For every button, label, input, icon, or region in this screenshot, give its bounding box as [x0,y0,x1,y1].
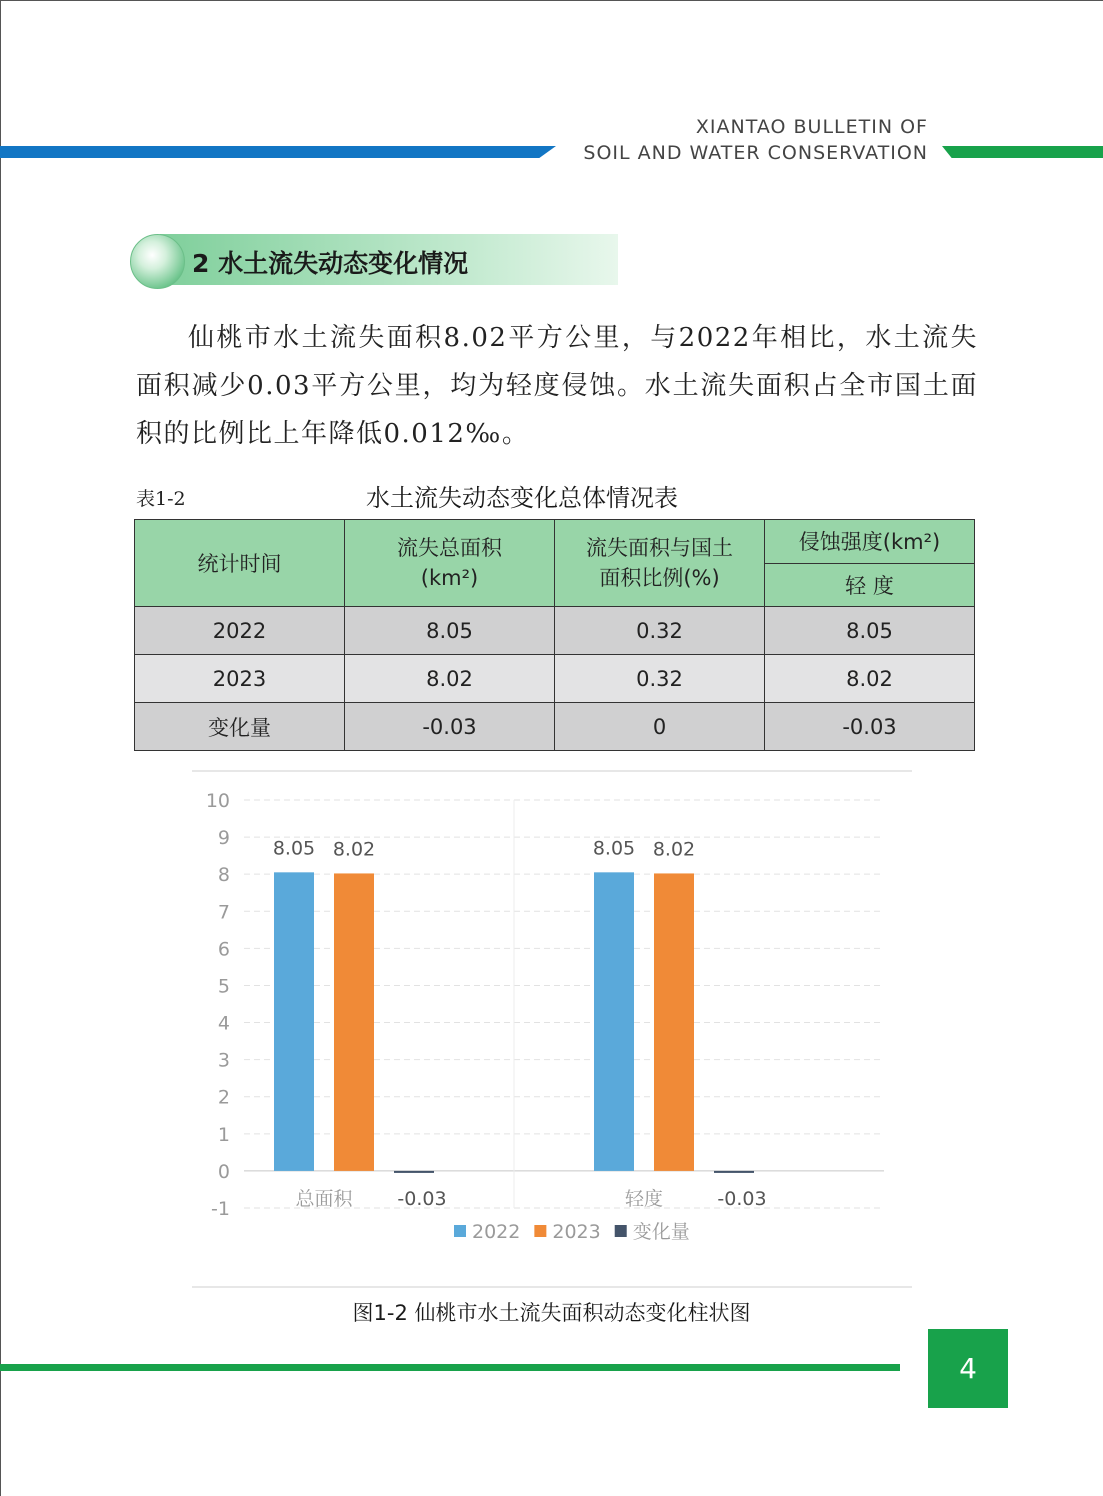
header-time: 统计时间 [135,520,345,607]
category-label: 轻度 [624,1187,664,1210]
legend-label: 2023 [552,1221,601,1243]
header-blue-band [0,146,556,158]
legend-swatch-变化量 [615,1225,627,1237]
table-row [135,607,975,655]
cell-time: 变化量 [135,703,345,751]
y-tick-label: 4 [217,1012,230,1035]
table-title: 水土流失动态变化总体情况表 [366,484,678,512]
data-label: 8.02 [332,838,376,861]
body-paragraph: 仙桃市水土流失面积8.02平方公里，与2022年相比，水土流失面积减少0.03平方公里，均为轻度侵蚀。水土流失面积占全市国土面积的比例比上年降低0.012‰。 [136,323,978,449]
y-tick-label: 2 [217,1086,230,1109]
header-ratio [555,520,765,607]
y-tick-label: 7 [217,901,230,924]
bar-chart [192,770,912,1288]
cell-mild: -0.03 [765,703,975,751]
page-number: 4 [928,1329,1008,1408]
bar-变化量-总面积 [394,1171,434,1173]
header-ratio-line1: 流失面积与国土 [586,536,733,560]
y-tick-label: -1 [211,1198,230,1220]
header-ratio-line2: 面积比例(%) [599,566,720,590]
legend-swatch-2023 [534,1225,546,1237]
section-title: 2 水土流失动态变化情况 [192,249,469,278]
section-heading-ball [130,234,185,289]
cell-area: -0.03 [345,703,555,751]
page-frame-left [0,0,1,1496]
bar-2022-轻度 [594,872,634,1171]
y-tick-label: 8 [217,864,230,887]
y-tick-label: 0 [217,1160,230,1183]
data-label: 8.02 [652,838,696,861]
header-area-line2: (km²) [420,566,479,590]
cell-area: 8.02 [345,655,555,703]
table-row [135,703,975,751]
y-tick-label: 10 [205,790,230,812]
erosion-table [134,519,975,751]
data-label: -0.03 [397,1187,447,1210]
header-mild: 轻 度 [765,563,975,607]
header-area [345,520,555,607]
cell-ratio: 0 [555,703,765,751]
header-erosion: 侵蚀强度(km²) [765,520,975,564]
cell-time: 2022 [135,607,345,655]
y-tick-label: 3 [217,1049,230,1072]
header-area-line1: 流失总面积 [397,536,502,560]
legend-swatch-2022 [454,1225,466,1237]
page-frame-top [0,0,1103,1]
bar-2022-总面积 [274,872,314,1171]
cell-ratio: 0.32 [555,607,765,655]
header-title-line2: SOIL AND WATER CONSERVATION [583,142,928,164]
data-label: 8.05 [272,837,316,860]
data-label: 8.05 [592,837,636,860]
category-label: 总面积 [295,1187,353,1210]
header-green-band [942,146,1103,158]
bar-2023-轻度 [654,873,694,1170]
cell-area: 8.05 [345,607,555,655]
y-tick-label: 5 [217,975,230,998]
figure-caption: 图1-2 仙桃市水土流失面积动态变化柱状图 [352,1301,751,1325]
bar-2023-总面积 [334,873,374,1170]
y-tick-label: 6 [217,938,230,961]
y-tick-label: 9 [217,827,230,850]
footer-green-line [0,1364,900,1371]
y-tick-label: 1 [217,1123,230,1146]
data-label: -0.03 [717,1187,767,1210]
header-title-line1: XIANTAO BULLETIN OF [695,116,928,138]
table-row [135,655,975,703]
legend-label: 变化量 [632,1221,690,1243]
bar-变化量-轻度 [714,1171,754,1173]
bar-chart-svg [192,772,912,1286]
table-label: 表1-2 [136,488,186,510]
cell-time: 2023 [135,655,345,703]
cell-mild: 8.05 [765,607,975,655]
cell-mild: 8.02 [765,655,975,703]
cell-ratio: 0.32 [555,655,765,703]
legend-label: 2022 [472,1221,521,1243]
